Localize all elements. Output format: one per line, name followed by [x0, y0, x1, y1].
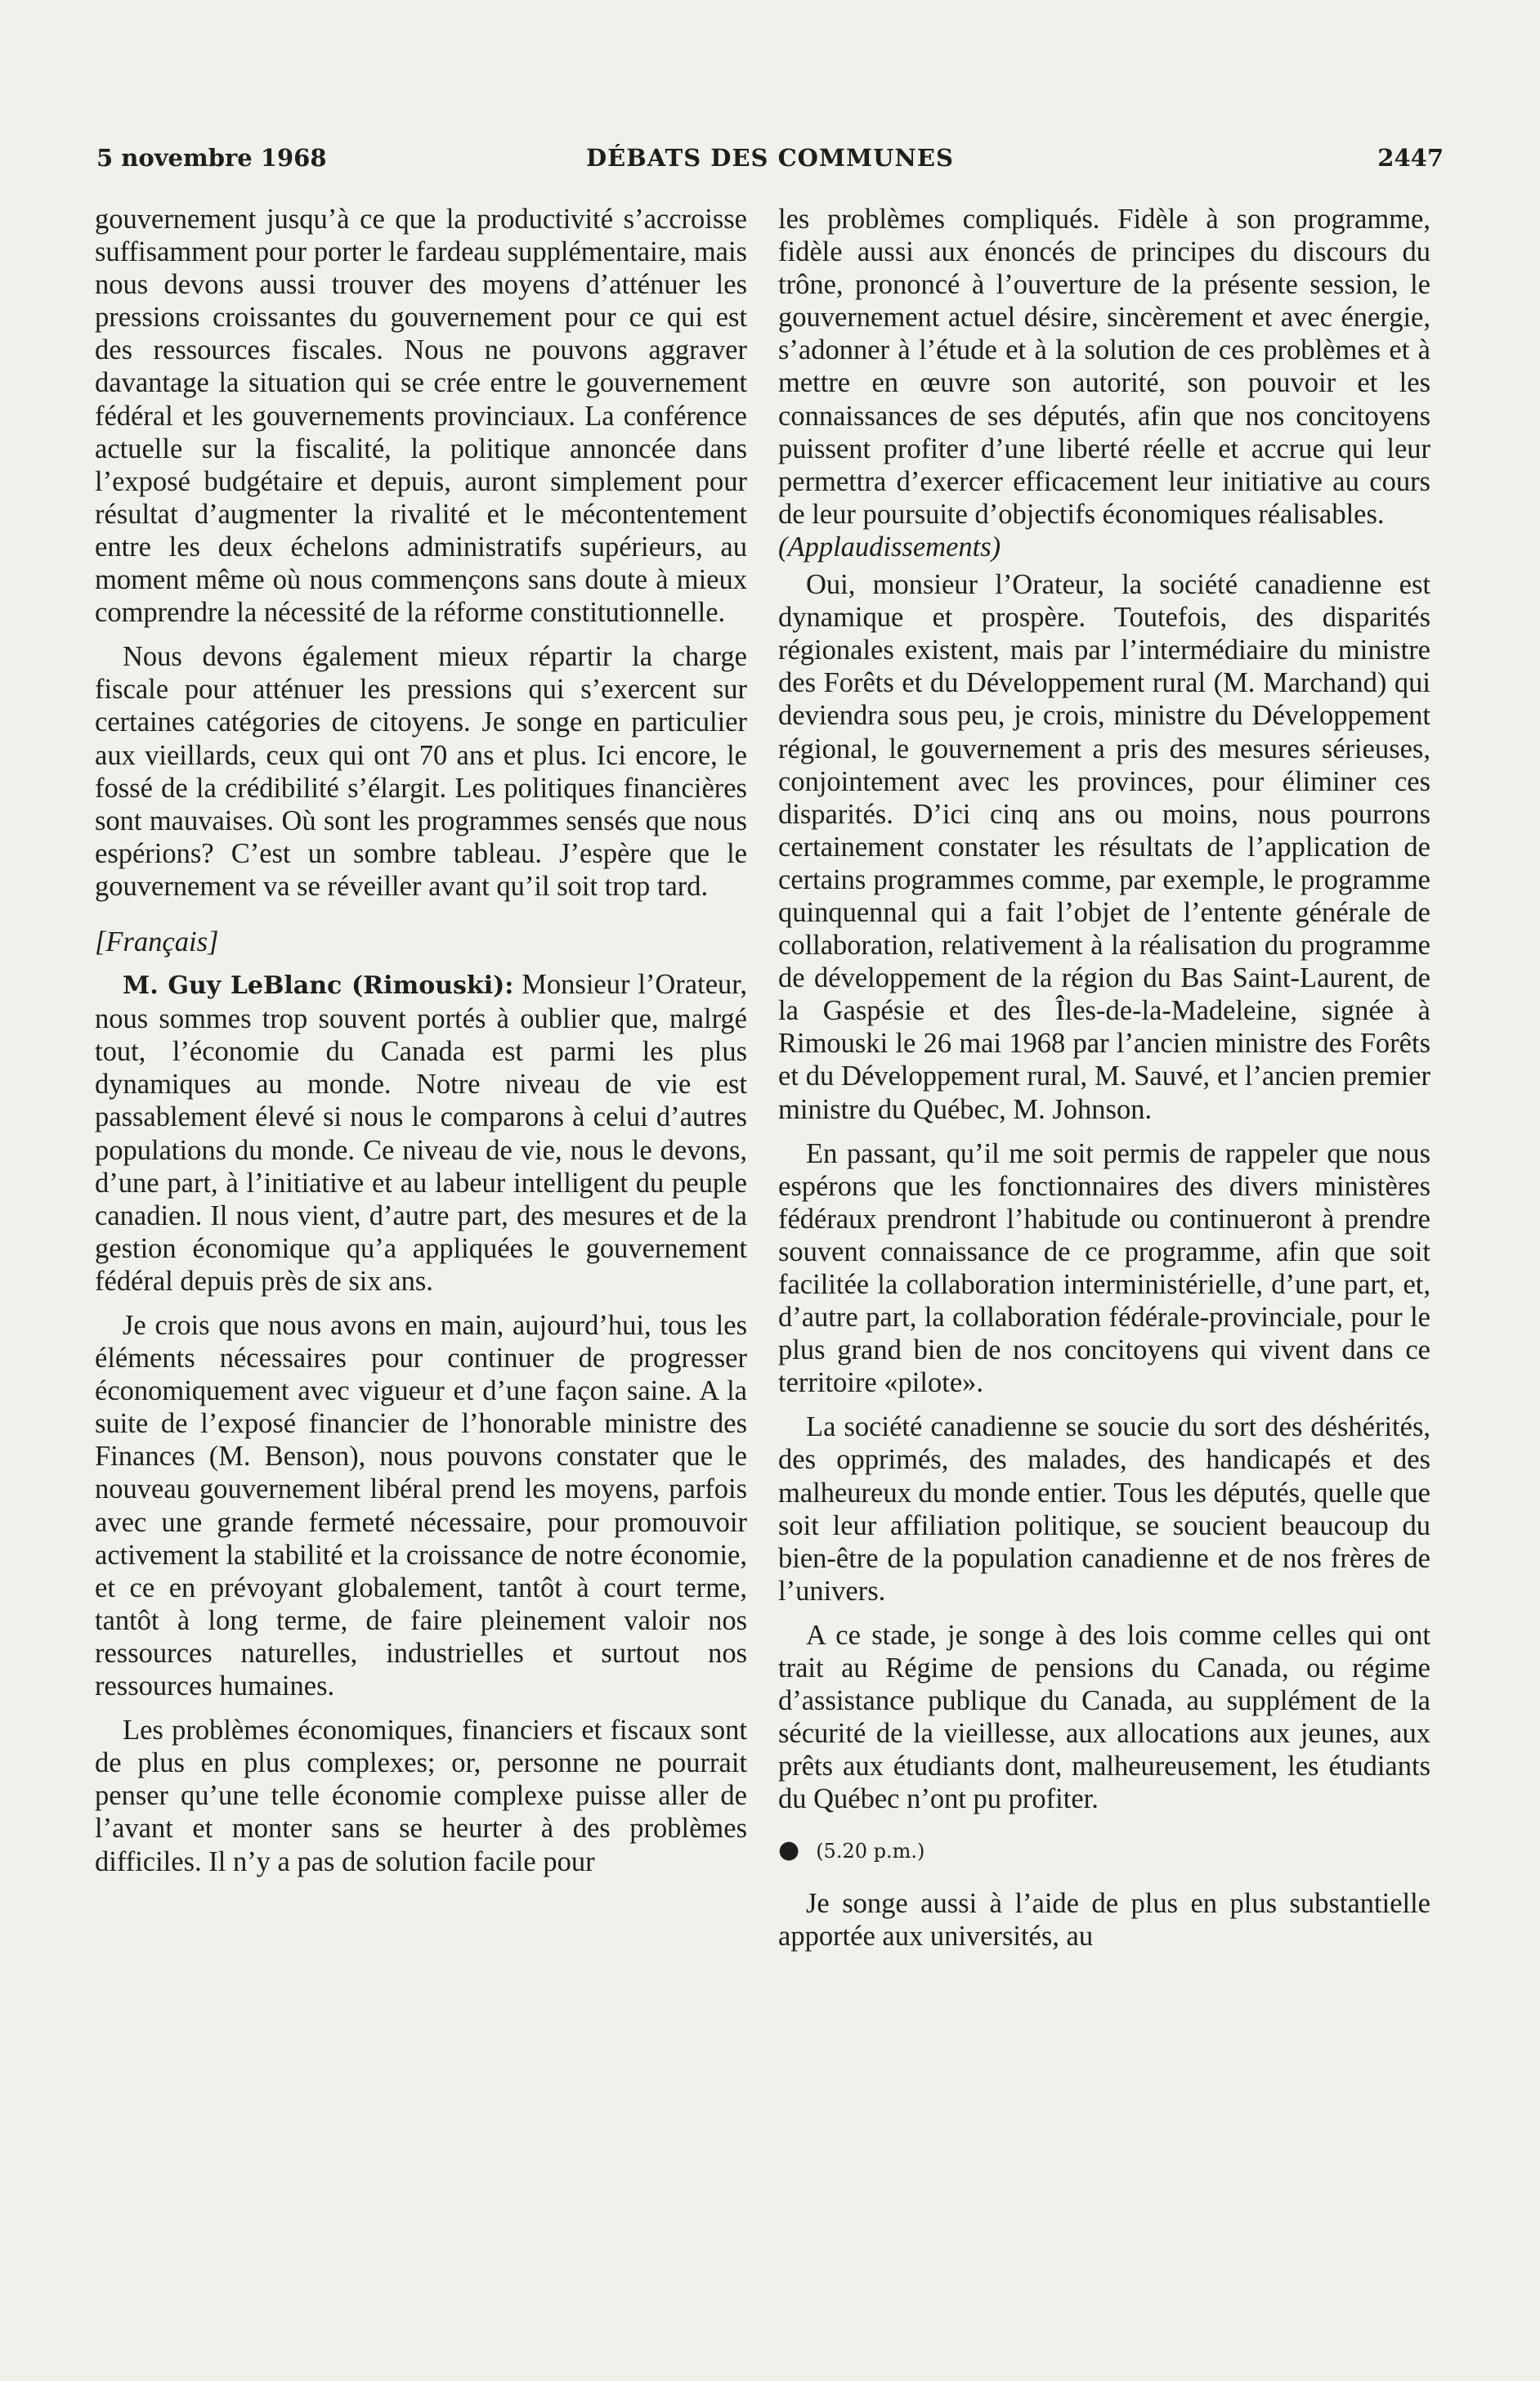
paragraph: gouvernement jusqu’à ce que la productivité s’accroisse suffisamment pour porter le fardeau supplémentaire, mais nous devons aussi trouver des moyens d’atténuer les pressions croissantes du gouvernement pour ce qui est des ressources fiscales. Nous ne pouvons aggraver davantage la situation qui se crée entre le gouvernement fédéral et les gouvernements provinciaux. La conférence actuelle sur la fiscalité, la politique annoncée dans l’exposé budgétaire et depuis, auront simplement pour résultat d’augmenter la rivalité et le mécontentement entre les deux échelons administratifs supérieurs, au moment même où nous commençons sans doute à mieux comprendre la nécessité de la réforme constitutionnelle. — [95, 204, 747, 629]
speech-paragraph — [95, 968, 747, 1298]
language-marker: [Français] — [95, 926, 219, 957]
paragraph: Je songe aussi à l’aide de plus en plus substantielle apportée aux universités, au — [778, 1887, 1430, 1952]
paragraph: La société canadienne se soucie du sort des déshérités, des opprimés, des malades, des handicapés et des malheureux du monde entier. Tous les députés, quelle que soit leur affiliation politique, se soucient beaucoup du bien-être de la population canadienne et de nos frères de l’univers. — [778, 1411, 1430, 1607]
speech-text: Monsieur l’Orateur, nous sommes trop souvent portés à oublier que, malrgé tout, l’économie du Canada est parmi les plus dynamiques au monde. Notre niveau de vie est passablement élevé si nous le comparons à celui d’autres populations du monde. Ce niveau de vie, nous le devons, d’une part, à l’initiative et au labeur intelligent du peuple canadien. Il nous vient, d’autre part, des mesures et de la gestion économique qu’a appliquées le gouvernement fédéral depuis près de six ans. — [95, 969, 747, 1297]
bullet-icon: ● — [778, 1835, 800, 1864]
right-column — [778, 203, 1430, 1953]
header-title: DÉBATS DES COMMUNES — [586, 144, 954, 172]
applause-marker: (Applaudissements) — [778, 531, 1001, 563]
paragraph: A ce stade, je songe à des lois comme celles qui ont trait au Régime de pensions du Canada, ou régime d’assistance publique du Canada, au supplément de la sécurité de la vieillesse, aux allocations aux jeunes, aux prêts aux étudiants dont, malheureusement, les étudiants du Québec n’ont pu profiter. — [778, 1619, 1430, 1815]
paragraph: Je crois que nous avons en main, aujourd’hui, tous les éléments nécessaires pour continuer de progresser économiquement avec vigueur et d’une façon saine. A la suite de l’exposé financier de l’honorable ministre des Finances (M. Benson), nous pouvons constater que le nouveau gouvernement libéral prend les moyens, parfois avec une grande fermeté nécessaire, pour promouvoir activement la stabilité et la croissance de notre économie, et ce en prévoyant globalement, tantôt à court terme, tantôt à long terme, de faire pleinement valoir nos ressources naturelles, industrielles et surtout nos ressources humaines. — [95, 1310, 747, 1702]
time-marker-text: (5.20 p.m.) — [816, 1839, 925, 1863]
paragraph: Oui, monsieur l’Orateur, la société canadienne est dynamique et prospère. Toutefois, des disparités régionales existent, mais par l’intermédiaire du ministre des Forêts et du Développement rural (M. Marchand) qui deviendra sous peu, je crois, ministre du Développement régional, le gouvernement a pris des mesures sérieuses, conjointement avec les provinces, pour éliminer ces disparités. D’ici cinq ans ou moins, nous pourrons certainement constater les résultats de l’application de certains programmes comme, par exemple, le programme quinquennal qui a fait l’objet de l’entente générale de collaboration, relativement à la réalisation du programme de développement de la région du Bas Saint-Laurent, de la Gaspésie et des Îles-de-la-Madeleine, signée à Rimouski le 26 mai 1968 par l’ancien ministre des Forêts et du Développement rural, M. Sauvé, et l’ancien premier ministre du Québec, M. Johnson. — [778, 569, 1430, 1125]
paragraph: Nous devons également mieux répartir la charge fiscale pour atténuer les pressions qui s’exercent sur certaines catégories de citoyens. Je songe en particulier aux vieillards, ceux qui ont 70 ans et plus. Ici encore, le fossé de la crédibilité s’élargit. Les politiques financières sont mauvaises. Où sont les programmes sensés que nous espérions? C’est un sombre tableau. J’espère que le gouvernement va se réveiller avant qu’il soit trop tard. — [95, 641, 747, 902]
header-date: 5 novembre 1968 — [96, 144, 327, 172]
page-header — [96, 144, 1444, 185]
page-number: 2447 — [1377, 144, 1444, 172]
time-marker — [778, 1834, 1430, 1868]
paragraph: En passant, qu’il me soit permis de rappeler que nous espérons que les fonctionnaires des divers ministères fédéraux prendront l’habitude ou continueront à prendre souvent connaissance de ce programme, afin que soit facilitée la collaboration interministérielle, d’une part, et, d’autre part, la collaboration fédérale-provinciale, pour le plus grand bien de nos concitoyens qui vivent dans ce territoire «pilote». — [778, 1137, 1430, 1399]
left-column — [95, 203, 747, 1878]
paragraph: les problèmes compliqués. Fidèle à son programme, fidèle aussi aux énoncés de principes du discours du trône, prononcé à l’ouverture de la présente session, le gouvernement actuel désire, sincèrement et avec énergie, s’adonner à l’étude et à la solution de ces problèmes et à mettre en œuvre son autorité, son pouvoir et les connaissances de ses députés, afin que nos concitoyens puissent profiter d’une liberté réelle et accrue qui leur permettra d’exercer efficacement leur initiative au cours de leur poursuite d’objectifs économiques réalisables. — [778, 204, 1430, 530]
paragraph: Les problèmes économiques, financiers et fiscaux sont de plus en plus complexes; or, personne ne pourrait penser qu’une telle économie complexe puisse aller de l’avant et monter sans se heurter à des problèmes difficiles. Il n’y a pas de solution facile pour — [95, 1715, 747, 1877]
speaker-name: M. Guy LeBlanc (Rimouski): — [123, 971, 514, 1001]
